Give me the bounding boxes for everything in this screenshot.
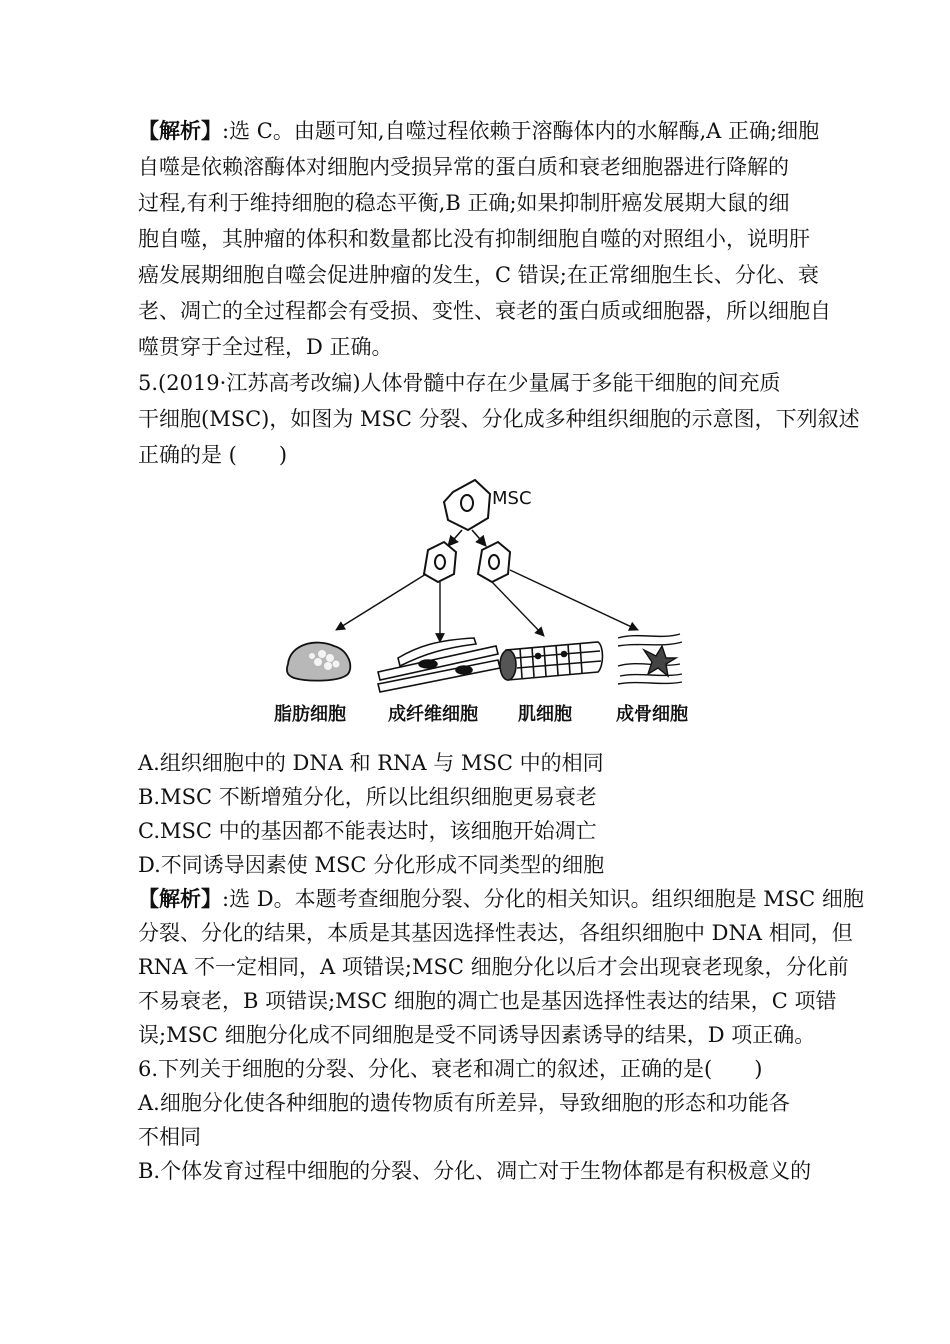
caption-muscle-cell: 肌细胞 [518, 704, 572, 725]
analysis-1-line-2: 自噬是依赖溶酶体对细胞内受损异常的蛋白质和衰老细胞器进行降解的 [138, 155, 789, 179]
q6-option-b: B.个体发育过程中细胞的分裂、分化、凋亡对于生物体都是有积极意义的 [138, 1159, 812, 1183]
fibroblast-drawing [378, 638, 500, 692]
caption-fibroblast: 成纤维细胞 [388, 704, 478, 725]
caption-adipocyte: 脂肪细胞 [274, 704, 346, 725]
daughter-nucleus-right [489, 555, 499, 569]
arrow-to-daughter-right [472, 530, 486, 546]
analysis-2-line-4: 不易衰老，B 项错误;MSC 细胞的凋亡也是基因选择性表达的结果，C 项错 [138, 989, 837, 1013]
question-6-stem: 6.下列关于细胞的分裂、分化、衰老和凋亡的叙述，正确的是( ) [138, 1057, 763, 1081]
daughter-nucleus-left [435, 555, 445, 569]
q5-option-c: C.MSC 中的基因都不能表达时，该细胞开始凋亡 [138, 819, 597, 843]
question-5-line-2: 干细胞(MSC)，如图为 MSC 分裂、分化成多种组织细胞的示意图，下列叙述 [138, 407, 860, 431]
analysis-2-line-3: RNA 不一定相同，A 项错误;MSC 细胞分化以后才会出现衰老现象，分化前 [138, 955, 849, 979]
adipocyte-drawing [287, 643, 350, 681]
osteoblast-drawing [618, 634, 682, 684]
analysis-2-line-1: 【解析】:选 D。本题考查细胞分裂、分化的相关知识。组织细胞是 MSC 细胞 [138, 886, 864, 911]
analysis-1-line-5: 癌发展期细胞自噬会促进肿瘤的发生，C 错误;在正常细胞生长、分化、衰 [138, 263, 819, 287]
msc-label: MSC [492, 488, 532, 509]
question-5-line-3: 正确的是 ( ) [138, 443, 288, 467]
analysis-1-line-3: 过程,有利于维持细胞的稳态平衡,B 正确;如果抑制肝癌发展期大鼠的细 [138, 191, 790, 215]
analysis-tag: 【解析】 [138, 118, 222, 143]
analysis-1-line-6: 老、凋亡的全过程都会有受损、变性、衰老的蛋白质或细胞器，所以细胞自 [138, 299, 831, 323]
q5-option-d: D.不同诱导因素使 MSC 分化形成不同类型的细胞 [138, 853, 605, 877]
q5-option-a: A.组织细胞中的 DNA 和 RNA 与 MSC 中的相同 [138, 751, 604, 775]
arrow-to-adipocyte [336, 574, 426, 630]
q6-option-a-cont: 不相同 [138, 1125, 201, 1149]
msc-differentiation-figure [268, 470, 708, 740]
muscle-cell-drawing [500, 642, 603, 680]
caption-osteoblast: 成骨细胞 [616, 704, 688, 725]
analysis-2-line-5: 误;MSC 细胞分化成不同细胞是受不同诱导因素诱导的结果，D 项正确。 [138, 1023, 816, 1047]
arrow-to-muscle-cell [492, 582, 544, 636]
analysis-tag-2: 【解析】 [138, 886, 222, 911]
analysis-1-line-7: 噬贯穿于全过程，D 正确。 [138, 335, 393, 359]
analysis-1-line-1: 【解析】:选 C。由题可知,自噬过程依赖于溶酶体内的水解酶,A 正确;细胞 [138, 118, 820, 143]
figure-drawing [268, 470, 708, 740]
arrow-to-daughter-left [448, 530, 462, 546]
msc-nucleus [461, 495, 473, 511]
q6-option-a: A.细胞分化使各种细胞的遗传物质有所差异，导致细胞的形态和功能各 [138, 1091, 790, 1115]
analysis-1-line-4: 胞自噬，其肿瘤的体积和数量都比没有抑制细胞自噬的对照组小，说明肝 [138, 227, 810, 251]
question-5-line-1: 5.(2019·江苏高考改编)人体骨髓中存在少量属于多能干细胞的间充质 [138, 371, 781, 395]
q5-option-b: B.MSC 不断增殖分化，所以比组织细胞更易衰老 [138, 785, 597, 809]
analysis-2-line-2: 分裂、分化的结果，本质是其基因选择性表达，各组织细胞中 DNA 相同，但 [138, 921, 853, 945]
